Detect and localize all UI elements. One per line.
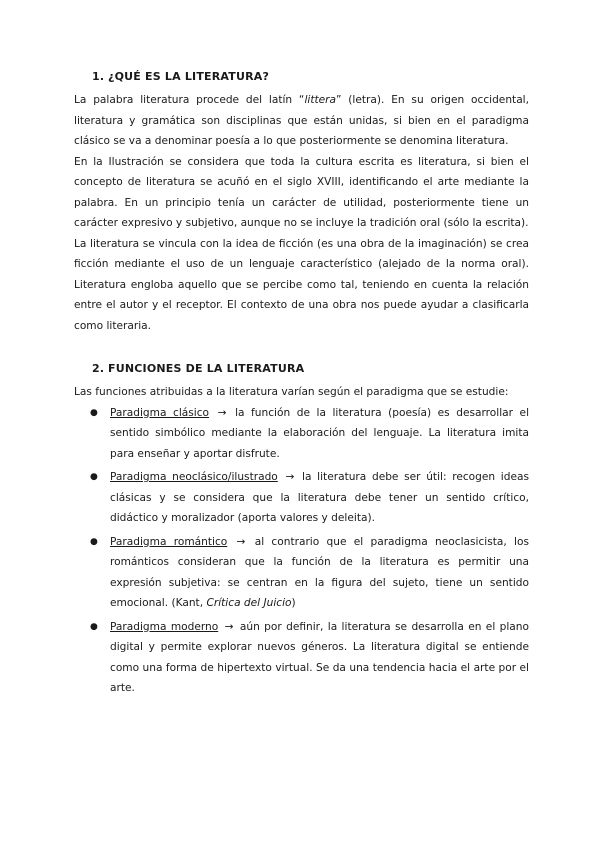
paradigm-term: Paradigma neoclásico/ilustrado [110,471,278,483]
list-item [74,403,529,465]
list-item [74,467,529,529]
section-number: 2. [92,362,105,375]
list-item [74,532,529,614]
paradigm-text-end: ) [291,597,296,609]
paradigm-text: aún por definir, la literatura se desarrolla en el plano digital y permite explorar nuevos géneros. La literatura digital se entiende como una forma de hipertexto virtual. Se da una tendencia hacia el arte por el arte. [110,620,529,694]
paragraph-origin [74,90,529,152]
work-title: Crítica del Juicio [206,597,292,609]
paradigm-term: Paradigma clásico [110,406,210,419]
paradigm-text: la literatura debe ser útil: recogen ideas clásicas y se considera que la literatura debe tener un sentido crítico, didáctico y moralizador (aporta valores y deleita). [110,471,529,524]
section-heading [92,70,529,83]
arrow-icon: → [285,471,295,483]
paradigm-term: Paradigma romántico [110,535,228,548]
paradigm-term: Paradigma moderno [110,620,219,633]
arrow-icon: → [224,620,234,633]
paragraph-intro: Las funciones atribuidas a la literatura varían según el paradigma que se estudie: [74,386,509,398]
paradigm-list [74,403,529,699]
paradigm-text: al contrario que el paradigma neoclasicista, los románticos consideran que la función de la literatura es permitir una expresión subjetiva: se centran en la figura del sujeto, tiene un sentido emocional. (Kant, [110,535,529,609]
section-what-is-literature [74,70,529,336]
paragraph-text: La palabra literatura procede del latín “ [74,94,305,106]
paragraph-enlightenment: En la Ilustración se considera que toda la cultura escrita es literatura, si bien el concepto de literatura se acuñó en el siglo XVIII, identificando el arte mediante la palabra. En un principio tenía un carácter de utilidad, posteriormente tiene un carácter expresivo y subjetivo, aunque no se incluye la tradición oral (sólo la escrita). [74,155,529,229]
section-heading [92,362,529,375]
paradigm-text: la función de la literatura (poesía) es desarrollar el sentido simbólico mediante la elaboración del lenguaje. La literatura imita para enseñar y aportar disfrute. [110,406,530,460]
bullet-icon: ● [90,472,98,482]
arrow-icon: → [236,535,246,548]
bullet-icon: ● [90,536,98,547]
section-title: FUNCIONES DE LA LITERATURA [108,362,305,375]
list-item [74,617,529,699]
section-title: ¿QUÉ ES LA LITERATURA? [108,70,270,83]
section-number: 1. [92,70,105,83]
latin-word: littera [304,94,336,106]
paragraph-text: ” (letra). En su origen occidental, literatura y gramática son disciplinas que están unidas, si bien en el paradigma clásico se va a denominar poesía a lo que posteriormente se denomina literatura. [74,94,529,147]
arrow-icon: → [217,406,227,419]
bullet-icon: ● [90,621,98,632]
paragraph-fiction: La literatura se vincula con la idea de ficción (es una obra de la imaginación) se crea ficción mediante el uso de un lenguaje característico (alejado de la norma oral). Literatura engloba aquello que se percibe como tal, teniendo en cuenta la relación entre el autor y el receptor. El contexto de una obra nos puede ayudar a clasificarla como literaria. [74,237,529,332]
section-functions [74,362,529,702]
bullet-icon: ● [90,407,98,418]
